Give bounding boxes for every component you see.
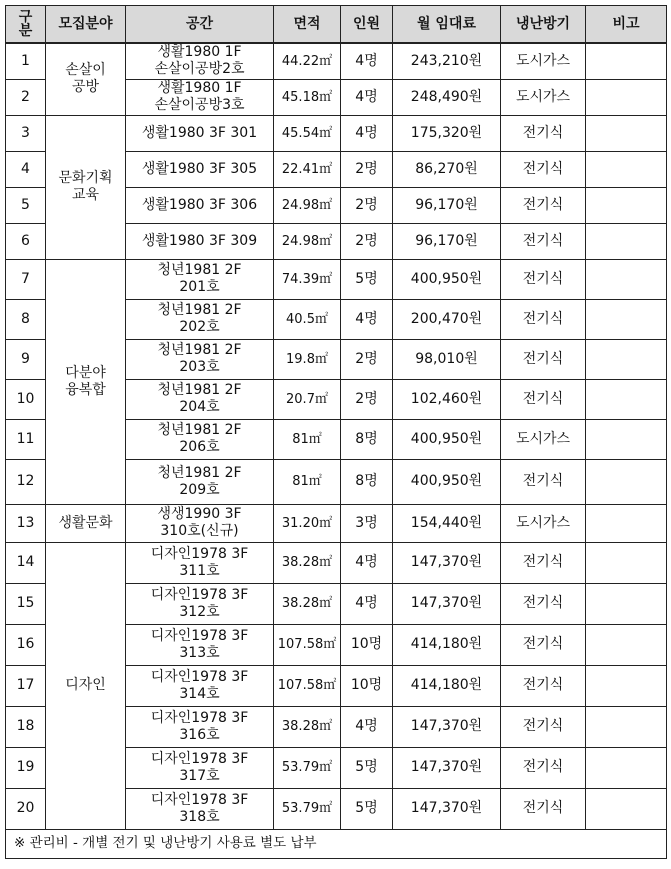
remarks: [586, 459, 667, 504]
remarks: [586, 339, 667, 379]
row-number: 4: [6, 151, 46, 187]
remarks: [586, 379, 667, 419]
hvac-type: 도시가스: [501, 79, 586, 115]
monthly-rent: 98,010원: [393, 339, 501, 379]
monthly-rent: 102,460원: [393, 379, 501, 419]
hvac-type: 전기식: [501, 339, 586, 379]
hvac-type: 전기식: [501, 151, 586, 187]
row-number: 18: [6, 706, 46, 747]
remarks: [586, 115, 667, 151]
table-header-row: [6, 6, 667, 44]
people-count: 2명: [341, 151, 393, 187]
row-number: 10: [6, 379, 46, 419]
people-count: 3명: [341, 504, 393, 542]
header-hvac: 냉난방기: [501, 6, 586, 44]
hvac-type: 전기식: [501, 706, 586, 747]
people-count: 8명: [341, 459, 393, 504]
monthly-rent: 175,320원: [393, 115, 501, 151]
monthly-rent: 147,370원: [393, 788, 501, 829]
space-name: 디자인1978 3F 311호: [126, 542, 274, 583]
hvac-type: 도시가스: [501, 504, 586, 542]
space-name: 생생1990 3F 310호(신규): [126, 504, 274, 542]
rental-table-container: [5, 5, 667, 859]
space-name: 청년1981 2F 206호: [126, 419, 274, 459]
recruit-field: 생활문화: [46, 504, 126, 542]
area-value: 38.28㎡: [274, 542, 341, 583]
people-count: 5명: [341, 788, 393, 829]
remarks: [586, 187, 667, 223]
area-value: 74.39㎡: [274, 259, 341, 299]
space-name: 청년1981 2F 209호: [126, 459, 274, 504]
space-name: 생활1980 3F 306: [126, 187, 274, 223]
space-name: 청년1981 2F 203호: [126, 339, 274, 379]
area-value: 107.58㎡: [274, 624, 341, 665]
row-number: 17: [6, 665, 46, 706]
row-number: 9: [6, 339, 46, 379]
header-rent: 월 임대료: [393, 6, 501, 44]
people-count: 10명: [341, 624, 393, 665]
remarks: [586, 747, 667, 788]
people-count: 8명: [341, 419, 393, 459]
header-field: 모집분야: [46, 6, 126, 44]
people-count: 2명: [341, 187, 393, 223]
space-name: 디자인1978 3F 314호: [126, 665, 274, 706]
hvac-type: 전기식: [501, 379, 586, 419]
recruit-field: 문화기획 교육: [46, 115, 126, 259]
hvac-type: 전기식: [501, 259, 586, 299]
monthly-rent: 147,370원: [393, 747, 501, 788]
people-count: 4명: [341, 542, 393, 583]
space-name: 디자인1978 3F 317호: [126, 747, 274, 788]
area-value: 81㎡: [274, 419, 341, 459]
row-number: 5: [6, 187, 46, 223]
area-value: 31.20㎡: [274, 504, 341, 542]
space-name: 디자인1978 3F 313호: [126, 624, 274, 665]
space-name: 디자인1978 3F 316호: [126, 706, 274, 747]
people-count: 2명: [341, 223, 393, 259]
recruit-field: 다분야 융복합: [46, 259, 126, 504]
space-name: 생활1980 3F 309: [126, 223, 274, 259]
remarks: [586, 79, 667, 115]
hvac-type: 전기식: [501, 747, 586, 788]
people-count: 2명: [341, 379, 393, 419]
header-people: 인원: [341, 6, 393, 44]
monthly-rent: 147,370원: [393, 542, 501, 583]
rental-spaces-table: [5, 5, 667, 859]
hvac-type: 전기식: [501, 115, 586, 151]
area-value: 38.28㎡: [274, 706, 341, 747]
monthly-rent: 243,210원: [393, 43, 501, 79]
row-number: 7: [6, 259, 46, 299]
area-value: 45.54㎡: [274, 115, 341, 151]
row-number: 15: [6, 583, 46, 624]
recruit-field: 디자인: [46, 542, 126, 829]
header-no: 구 분: [6, 6, 46, 44]
row-number: 16: [6, 624, 46, 665]
area-value: 24.98㎡: [274, 223, 341, 259]
remarks: [586, 788, 667, 829]
area-value: 24.98㎡: [274, 187, 341, 223]
space-name: 청년1981 2F 204호: [126, 379, 274, 419]
area-value: 40.5㎡: [274, 299, 341, 339]
monthly-rent: 96,170원: [393, 187, 501, 223]
recruit-field: 손살이 공방: [46, 43, 126, 115]
space-name: 생활1980 3F 301: [126, 115, 274, 151]
footnote-row: [6, 829, 667, 858]
people-count: 10명: [341, 665, 393, 706]
monthly-rent: 400,950원: [393, 259, 501, 299]
area-value: 44.22㎡: [274, 43, 341, 79]
area-value: 53.79㎡: [274, 747, 341, 788]
row-number: 6: [6, 223, 46, 259]
hvac-type: 전기식: [501, 542, 586, 583]
people-count: 4명: [341, 706, 393, 747]
row-number: 3: [6, 115, 46, 151]
people-count: 2명: [341, 339, 393, 379]
monthly-rent: 400,950원: [393, 459, 501, 504]
hvac-type: 전기식: [501, 299, 586, 339]
table-row: [6, 259, 667, 299]
row-number: 20: [6, 788, 46, 829]
people-count: 4명: [341, 43, 393, 79]
hvac-type: 전기식: [501, 223, 586, 259]
header-note: 비고: [586, 6, 667, 44]
remarks: [586, 151, 667, 187]
people-count: 5명: [341, 259, 393, 299]
hvac-type: 전기식: [501, 187, 586, 223]
area-value: 22.41㎡: [274, 151, 341, 187]
people-count: 4명: [341, 115, 393, 151]
monthly-rent: 154,440원: [393, 504, 501, 542]
monthly-rent: 248,490원: [393, 79, 501, 115]
monthly-rent: 96,170원: [393, 223, 501, 259]
space-name: 청년1981 2F 202호: [126, 299, 274, 339]
remarks: [586, 419, 667, 459]
monthly-rent: 147,370원: [393, 583, 501, 624]
row-number: 8: [6, 299, 46, 339]
area-value: 81㎡: [274, 459, 341, 504]
area-value: 53.79㎡: [274, 788, 341, 829]
hvac-type: 도시가스: [501, 419, 586, 459]
table-row: [6, 542, 667, 583]
row-number: 13: [6, 504, 46, 542]
space-name: 청년1981 2F 201호: [126, 259, 274, 299]
table-row: [6, 115, 667, 151]
row-number: 11: [6, 419, 46, 459]
area-value: 19.8㎡: [274, 339, 341, 379]
hvac-type: 도시가스: [501, 43, 586, 79]
row-number: 19: [6, 747, 46, 788]
remarks: [586, 706, 667, 747]
space-name: 생활1980 1F 손살이공방3호: [126, 79, 274, 115]
remarks: [586, 583, 667, 624]
row-number: 12: [6, 459, 46, 504]
space-name: 디자인1978 3F 312호: [126, 583, 274, 624]
remarks: [586, 665, 667, 706]
monthly-rent: 400,950원: [393, 419, 501, 459]
area-value: 107.58㎡: [274, 665, 341, 706]
row-number: 14: [6, 542, 46, 583]
remarks: [586, 299, 667, 339]
monthly-rent: 200,470원: [393, 299, 501, 339]
row-number: 1: [6, 43, 46, 79]
monthly-rent: 147,370원: [393, 706, 501, 747]
people-count: 4명: [341, 299, 393, 339]
space-name: 생활1980 3F 305: [126, 151, 274, 187]
header-area: 면적: [274, 6, 341, 44]
remarks: [586, 542, 667, 583]
area-value: 38.28㎡: [274, 583, 341, 624]
remarks: [586, 504, 667, 542]
people-count: 4명: [341, 79, 393, 115]
table-row: [6, 504, 667, 542]
table-body: [6, 43, 667, 829]
header-space: 공간: [126, 6, 274, 44]
monthly-rent: 414,180원: [393, 665, 501, 706]
hvac-type: 전기식: [501, 583, 586, 624]
hvac-type: 전기식: [501, 788, 586, 829]
space-name: 디자인1978 3F 318호: [126, 788, 274, 829]
hvac-type: 전기식: [501, 624, 586, 665]
remarks: [586, 259, 667, 299]
people-count: 4명: [341, 583, 393, 624]
remarks: [586, 223, 667, 259]
remarks: [586, 624, 667, 665]
people-count: 5명: [341, 747, 393, 788]
hvac-type: 전기식: [501, 665, 586, 706]
area-value: 45.18㎡: [274, 79, 341, 115]
remarks: [586, 43, 667, 79]
monthly-rent: 414,180원: [393, 624, 501, 665]
area-value: 20.7㎡: [274, 379, 341, 419]
hvac-type: 전기식: [501, 459, 586, 504]
row-number: 2: [6, 79, 46, 115]
monthly-rent: 86,270원: [393, 151, 501, 187]
table-row: [6, 43, 667, 79]
space-name: 생활1980 1F 손살이공방2호: [126, 43, 274, 79]
footnote: ※ 관리비 - 개별 전기 및 냉난방기 사용료 별도 납부: [6, 829, 667, 858]
